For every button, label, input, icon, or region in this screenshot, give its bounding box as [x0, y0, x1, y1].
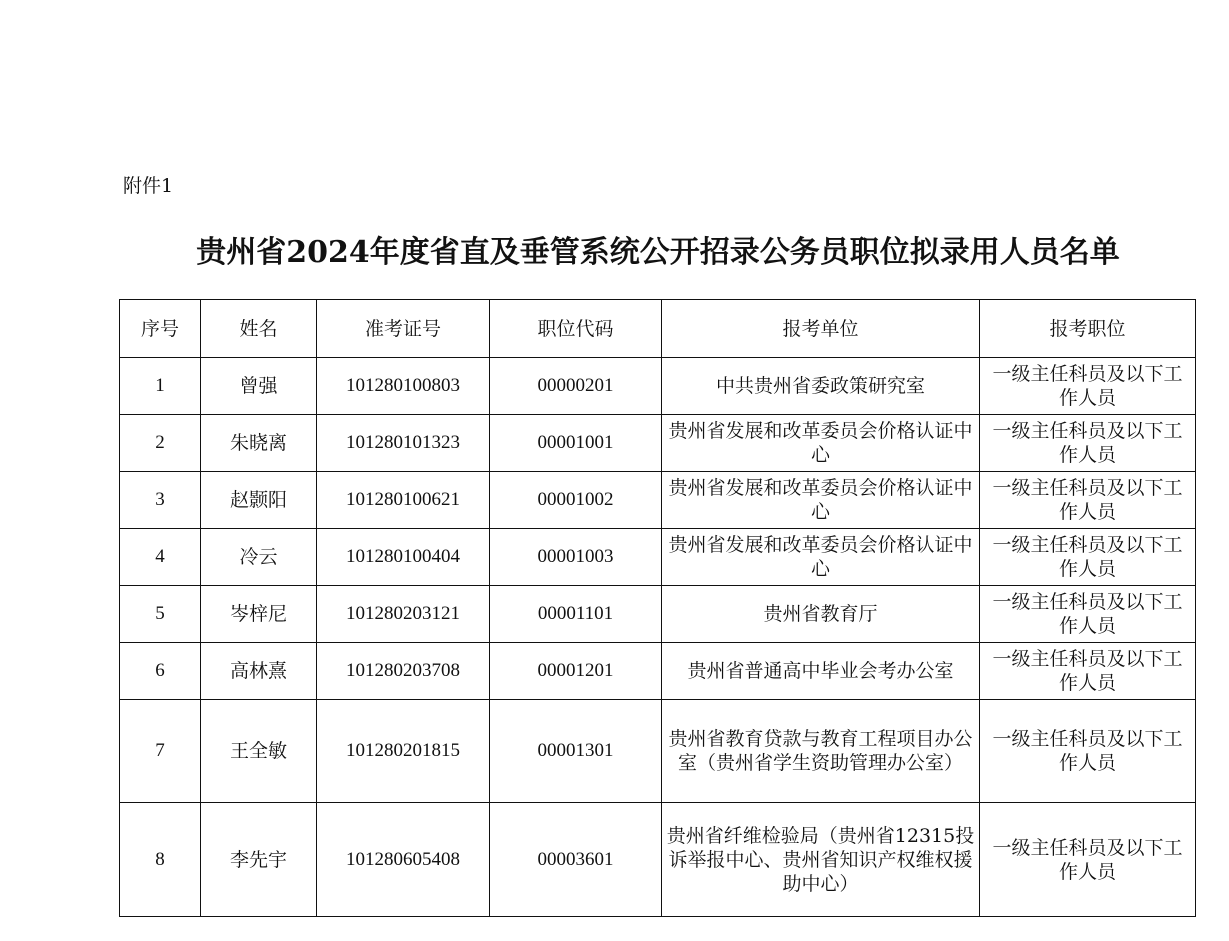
cell-position: 一级主任科员及以下工作人员 [980, 803, 1196, 917]
cell-position-code: 00001101 [490, 586, 662, 643]
cell-position: 一级主任科员及以下工作人员 [980, 472, 1196, 529]
cell-name: 岑梓尼 [201, 586, 317, 643]
cell-unit: 贵州省纤维检验局（贵州省12315投诉举报中心、贵州省知识产权维权援助中心） [662, 803, 980, 917]
cell-unit: 贵州省发展和改革委员会价格认证中心 [662, 529, 980, 586]
cell-seq: 4 [120, 529, 201, 586]
cell-position-code: 00001301 [490, 700, 662, 803]
table-row [120, 700, 1196, 803]
cell-name: 曾强 [201, 358, 317, 415]
header-seq: 序号 [120, 300, 201, 358]
cell-unit: 贵州省教育贷款与教育工程项目办公室（贵州省学生资助管理办公室） [662, 700, 980, 803]
cell-seq: 8 [120, 803, 201, 917]
cell-unit: 中共贵州省委政策研究室 [662, 358, 980, 415]
table-row [120, 586, 1196, 643]
cell-position-code: 00001201 [490, 643, 662, 700]
cell-seq: 6 [120, 643, 201, 700]
header-position: 报考职位 [980, 300, 1196, 358]
cell-exam-id: 101280203708 [317, 643, 490, 700]
cell-position-code: 00001001 [490, 415, 662, 472]
cell-name: 王全敏 [201, 700, 317, 803]
cell-seq: 3 [120, 472, 201, 529]
cell-position: 一级主任科员及以下工作人员 [980, 415, 1196, 472]
cell-position-code: 00001002 [490, 472, 662, 529]
cell-seq: 2 [120, 415, 201, 472]
cell-exam-id: 101280100621 [317, 472, 490, 529]
cell-name: 朱晓离 [201, 415, 317, 472]
cell-position-code: 00003601 [490, 803, 662, 917]
table-row [120, 472, 1196, 529]
cell-position: 一级主任科员及以下工作人员 [980, 529, 1196, 586]
cell-exam-id: 101280605408 [317, 803, 490, 917]
cell-unit: 贵州省普通高中毕业会考办公室 [662, 643, 980, 700]
cell-name: 冷云 [201, 529, 317, 586]
table-row [120, 415, 1196, 472]
cell-seq: 7 [120, 700, 201, 803]
cell-seq: 5 [120, 586, 201, 643]
cell-position: 一级主任科员及以下工作人员 [980, 643, 1196, 700]
header-position-code: 职位代码 [490, 300, 662, 358]
attachment-label: 附件1 [123, 175, 174, 197]
cell-unit: 贵州省发展和改革委员会价格认证中心 [662, 472, 980, 529]
cell-name: 李先宇 [201, 803, 317, 917]
table-row [120, 803, 1196, 917]
roster-table [119, 299, 1196, 917]
table-header-row [120, 300, 1196, 358]
cell-unit: 贵州省教育厅 [662, 586, 980, 643]
document-title: 贵州省2024年度省直及垂管系统公开招录公务员职位拟录用人员名单 [196, 235, 1120, 270]
cell-position: 一级主任科员及以下工作人员 [980, 358, 1196, 415]
cell-position-code: 00001003 [490, 529, 662, 586]
table-row [120, 358, 1196, 415]
header-exam-id: 准考证号 [317, 300, 490, 358]
cell-exam-id: 101280100404 [317, 529, 490, 586]
table-row [120, 529, 1196, 586]
cell-name: 高林熹 [201, 643, 317, 700]
header-name: 姓名 [201, 300, 317, 358]
cell-unit: 贵州省发展和改革委员会价格认证中心 [662, 415, 980, 472]
cell-position: 一级主任科员及以下工作人员 [980, 586, 1196, 643]
cell-position-code: 00000201 [490, 358, 662, 415]
cell-name: 赵颢阳 [201, 472, 317, 529]
header-unit: 报考单位 [662, 300, 980, 358]
cell-exam-id: 101280101323 [317, 415, 490, 472]
cell-position: 一级主任科员及以下工作人员 [980, 700, 1196, 803]
cell-exam-id: 101280203121 [317, 586, 490, 643]
cell-exam-id: 101280201815 [317, 700, 490, 803]
table-row [120, 643, 1196, 700]
cell-seq: 1 [120, 358, 201, 415]
cell-exam-id: 101280100803 [317, 358, 490, 415]
